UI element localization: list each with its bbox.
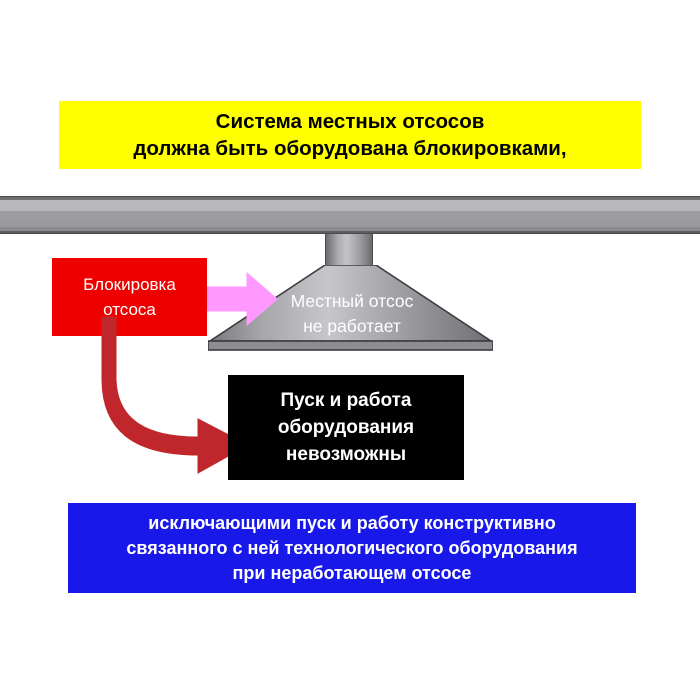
hood-status-label	[266, 289, 438, 339]
equipment-blocked-black-block	[228, 375, 464, 480]
bottom-banner-line-2: связанного с ней технологического оборудования	[126, 537, 578, 558]
duct-neck	[325, 234, 373, 266]
bottom-blue-banner	[68, 503, 636, 593]
hood-status-line-1: Местный отсос	[290, 291, 414, 311]
top-banner-line-1: Система местных отсосов	[215, 110, 485, 133]
hood-status-line-2: не работает	[303, 316, 401, 336]
top-banner-line-2: должна быть оборудована блокировками,	[133, 137, 567, 160]
ceiling-bar	[0, 196, 700, 234]
black-block-line-3: невозможны	[285, 444, 407, 465]
bottom-banner-line-3: при неработающем отсосе	[232, 562, 472, 583]
black-block-line-1: Пуск и работа	[280, 390, 412, 411]
bottom-banner-line-1: исключающими пуск и работу конструктивно	[148, 512, 556, 533]
interlock-line-2: отсоса	[103, 300, 156, 319]
black-block-line-2: оборудования	[277, 417, 415, 438]
interlock-line-1: Блокировка	[83, 275, 176, 294]
top-yellow-banner	[59, 101, 641, 169]
